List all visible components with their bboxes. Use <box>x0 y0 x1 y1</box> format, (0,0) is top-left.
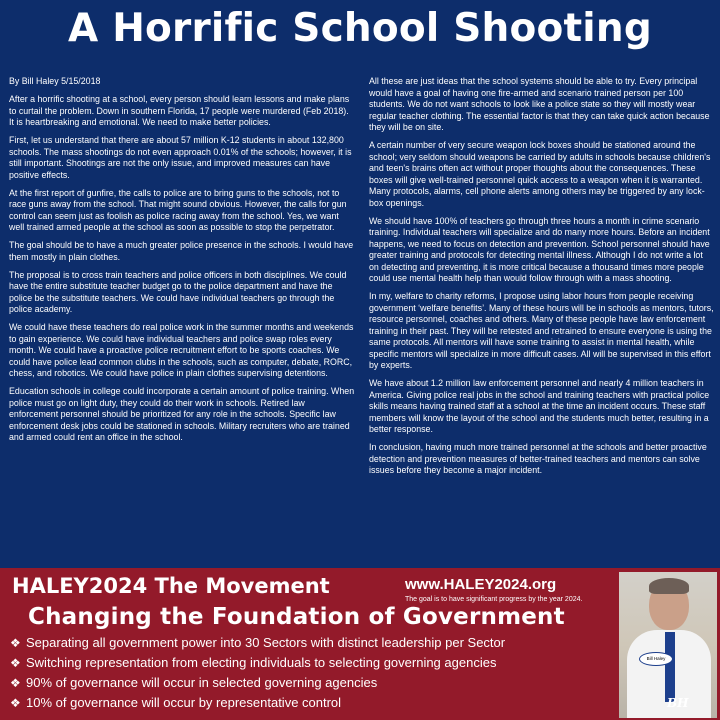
paragraph: Education schools in college could incorporate a certain amount of police training. When police must go on light duty, they could do their work in schools. Retired law enforcement personnel should be prioritized for any role in the schools. Specific law enforcement desk jobs could be stationed in schools. Military recruiters who are trained and armed could rent an office in the school. <box>9 386 355 442</box>
list-item <box>10 673 505 693</box>
list-item <box>10 633 505 653</box>
list-item-text: 10% of governance will occur by representative control <box>26 695 342 710</box>
movement-subtitle: Changing the Foundation of Government <box>28 604 565 630</box>
author-signature: BH <box>667 696 689 710</box>
list-item-text: 90% of governance will occur in selected governing agencies <box>26 675 378 690</box>
left-column <box>9 76 355 450</box>
diamond-bullet-icon: ❖ <box>10 696 21 710</box>
website-link[interactable]: www.HALEY2024.org <box>405 576 557 593</box>
paragraph: We could have these teachers do real police work in the summer months and weekends to gain experience. We could have individual teachers and police swap roles every month. We could have a proactive police recruitment effort to be sports coaches. We could have police lead common clubs in the schools, such as computer, debate, RORC, chess, and robotics. We could have police in plain clothes supervising detentions. <box>9 322 354 378</box>
paragraph: In my, welfare to charity reforms, I propose using labor hours from people receiving government ‘welfare benefits’. Many of these hours will be in schools as mentors, tutors, resource personnel, coaches and others. Many of these people have law enforcement training in their past. They will be retested and retrained to ensure everyone is using the same protocols. All mentors will have some training to assist in mental health, while specific mentors will specialize in more difficult cases. All will be supervised in this effort by experts. <box>369 291 714 370</box>
article-title: A Horrific School Shooting <box>68 6 652 51</box>
paragraph: A certain number of very secure weapon lock boxes should be stationed around the school; very seldom should weapons be carried by adults in schools because children's and teen's brains often act without proper thoughts about the consequences. These boxes will give well-trained personnel quick access to a weapon when it is warranted. Many protocols, alarms, cell phone alerts among others may be triggered by any lock-box openings. <box>369 140 711 208</box>
paragraph: In conclusion, having much more trained personnel at the schools and better proactive detection and prevention measures of better-trained teachers and mentors can solve issues before they become a major incident. <box>369 442 707 475</box>
paragraph: First, let us understand that there are about 57 million K-12 students in about 132,800 schools. The mass shootings do not even approach 0.01% of the schools; however, it is still important. Shootings are not the only issue, and improved measures can have positive effects. <box>9 135 352 180</box>
byline: By Bill Haley 5/15/2018 <box>9 76 101 86</box>
paragraph: We should have 100% of teachers go through three hours a month in crime scenario training. Individual teachers will specialize and do many more hours. Before an incident happens, we need to focus on detection and prevention. School personnel should have greater training and protocols for detecting mental illness. Although I do not write a lot on detecting and preventing, it is more critical because a thousand times more people could use mental health help than would follow through with a mass shooting. <box>369 215 710 283</box>
photo-hair <box>649 578 689 594</box>
list-item <box>10 693 505 713</box>
paragraph: The goal should be to have a much greater police presence in the schools. I would have them mostly in plain clothes. <box>9 240 354 262</box>
paragraph: The proposal is to cross train teachers and police officers in both disciplines. We could have the entire substitute teacher budget go to the police department and have the police be the substitute teachers. We could have individual teachers go through the police academy. <box>9 269 347 314</box>
list-item-text: Separating all government power into 30 Sectors with distinct leadership per Sector <box>26 635 506 650</box>
right-column <box>369 76 715 483</box>
diamond-bullet-icon: ❖ <box>10 636 21 650</box>
author-photo <box>619 572 717 718</box>
movement-banner <box>0 568 720 720</box>
movement-points <box>10 633 505 713</box>
paragraph: We have about 1.2 million law enforcement personnel and nearly 4 million teachers in America. Giving police real jobs in the school and training teachers with practical police skills means having trained staff at a school at the time an incident occurs. These staff members will know the layout of the school and the students much better, resulting in a better response. <box>369 378 710 434</box>
list-item-text: Switching representation from electing individuals to selecting governing agencies <box>26 655 497 670</box>
paragraph: All these are just ideas that the school systems should be able to try. Every principal would have a goal of having one fire-armed and scenario trained person per 100 students. We do not want schools to look like a police state so they will mostly wear regular teacher clothing. The essential factor is that they can take quick action because they will be on site. <box>369 76 710 132</box>
movement-title: HALEY2024 The Movement <box>12 574 330 598</box>
goal-note: The goal is to have significant progress by the year 2024. <box>405 596 583 603</box>
diamond-bullet-icon: ❖ <box>10 656 21 670</box>
paragraph: After a horrific shooting at a school, every person should learn lessons and make plans to curtail the problem. Down in southern Florida, 17 people were murdered (Feb 2018). It is heartbreaking and emotional. We need to make better policies. <box>9 94 350 127</box>
photo-tie <box>665 632 675 702</box>
name-badge: Bill Haley <box>639 652 673 666</box>
list-item <box>10 653 505 673</box>
paragraph: At the first report of gunfire, the calls to police are to bring guns to the schools, not to race guns away from the school. That might sound obvious. However, the calls for gun control can seem just as foolish as police racing away from the school. Yes, we want well trained armed people at the school as soon as possible to stop the perpetrator. <box>9 187 347 232</box>
diamond-bullet-icon: ❖ <box>10 676 21 690</box>
